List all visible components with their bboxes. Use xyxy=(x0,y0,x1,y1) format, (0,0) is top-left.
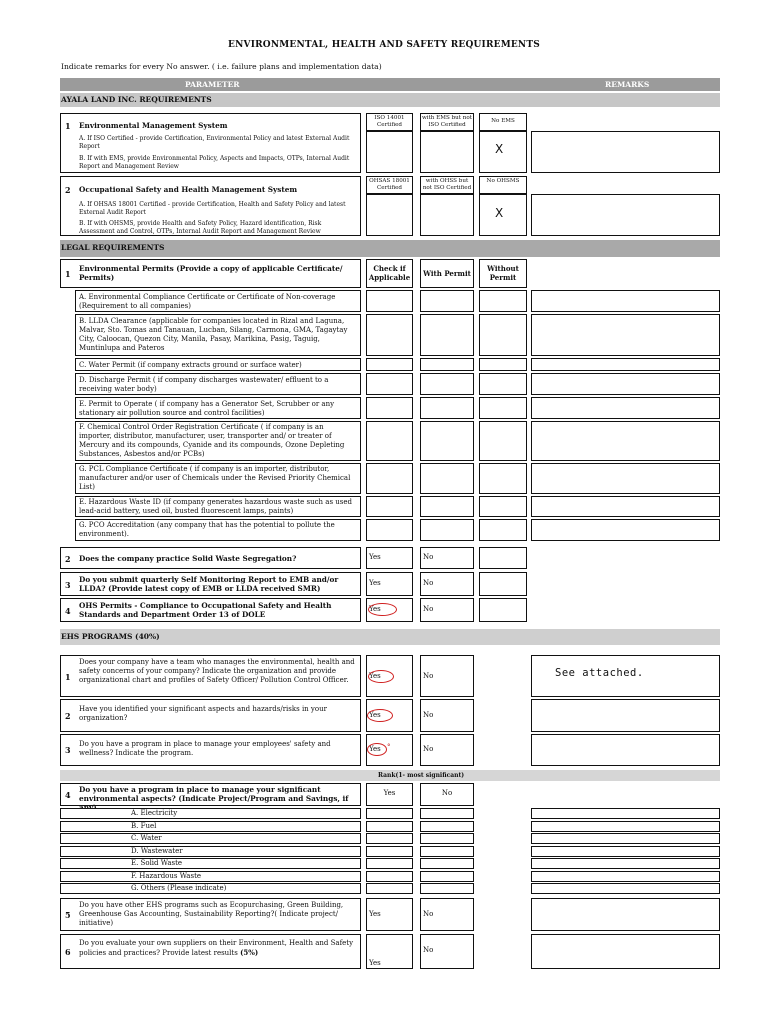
ehs-q1-yes[interactable] xyxy=(366,655,413,697)
permits-number: 1 xyxy=(65,269,71,279)
permit-remarks-cell[interactable] xyxy=(531,496,720,517)
permit-with-cell[interactable] xyxy=(420,496,474,517)
permit-remarks-cell[interactable] xyxy=(531,373,720,395)
permit-applicable-cell[interactable] xyxy=(366,314,413,356)
ems-parameter-cell xyxy=(60,113,361,173)
table-header xyxy=(60,78,720,91)
permit-with-cell[interactable] xyxy=(420,397,474,419)
legal-q4-yes[interactable] xyxy=(366,598,413,622)
aspect-label: D. Wastewater xyxy=(131,847,183,855)
permit-applicable-cell[interactable] xyxy=(366,373,413,395)
legal-section-bar xyxy=(60,240,720,257)
ems-label: Environmental Management System xyxy=(79,121,228,130)
yes-label: Yes xyxy=(369,579,381,587)
permit-remarks-cell[interactable] xyxy=(531,463,720,494)
ems-col2-answer[interactable] xyxy=(420,131,474,173)
permit-with-cell[interactable] xyxy=(420,519,474,541)
legal-q4-extra[interactable] xyxy=(479,598,527,622)
permit-without-cell[interactable] xyxy=(479,463,527,494)
ayala-section-bar xyxy=(60,93,720,107)
ohs-col3-answer[interactable] xyxy=(479,194,527,236)
ehs-q4-yes-header xyxy=(366,783,413,806)
ohs-remarks[interactable] xyxy=(531,194,720,236)
permit-with-cell[interactable] xyxy=(420,463,474,494)
aspect-no-cell[interactable] xyxy=(420,858,474,869)
ems-remarks[interactable] xyxy=(531,131,720,173)
ohs-col1-header: OHSAS 18001 Certified xyxy=(366,176,413,194)
aspect-yes-cell[interactable] xyxy=(366,833,413,844)
aspect-label: G. Others (Please indicate) xyxy=(131,884,227,892)
ehs-q2-remarks[interactable] xyxy=(531,699,720,732)
aspect-row xyxy=(60,808,361,819)
permit-applicable-cell[interactable] xyxy=(366,463,413,494)
aspect-no-cell[interactable] xyxy=(420,808,474,819)
ems-option-a: A. If ISO Certified - provide Certification, Environmental Policy and latest External Audit Report xyxy=(79,135,350,150)
legal-q2-yes[interactable] xyxy=(366,547,413,569)
permits-col3-header: Without Permit xyxy=(479,259,527,288)
ehs-q5-label: Do you have other EHS programs such as Ecopurchasing, Green Building, Greenhouse Gas Accounting, Sustainability Reporting?( Indicate project/ initiative) xyxy=(79,901,344,927)
ehs-q1-remarks[interactable] xyxy=(531,655,720,697)
permit-remarks-cell[interactable] xyxy=(531,519,720,541)
ehs-q6-number: 6 xyxy=(65,947,71,957)
ehs-q4-label: Do you have a program in place to manage your significant environmental aspects? (Indicate Project/Program and Savings, if xyxy=(79,785,349,803)
ehs-q6-yes[interactable] xyxy=(366,934,413,969)
ehs-q4-number: 4 xyxy=(65,790,71,800)
selected-circle-mark xyxy=(367,743,387,756)
ehs-q1-cell xyxy=(60,655,361,697)
permit-remarks-cell[interactable] xyxy=(531,314,720,356)
ems-col3-header: No EMS xyxy=(479,113,527,131)
aspect-remarks-cell[interactable] xyxy=(531,871,720,882)
no-label: No xyxy=(423,910,434,918)
legal-q2-label: Does the company practice Solid Waste Segregation? xyxy=(79,554,297,563)
permit-without-cell[interactable] xyxy=(479,358,527,371)
permit-item: G. PCL Compliance Certificate ( if company is an importer, distributor, manufacturer and/or user of Chemicals under the Revised Priority Chemical List) xyxy=(75,463,361,494)
aspect-no-cell[interactable] xyxy=(420,833,474,844)
aspect-row xyxy=(60,871,361,882)
permit-without-cell[interactable] xyxy=(479,290,527,312)
permit-item: E. Permit to Operate ( if company has a Generator Set, Scrubber or any stationary air pollution source and control facilities) xyxy=(75,397,361,419)
ehs-q6-weight: (5%) xyxy=(240,948,259,957)
aspect-yes-cell[interactable] xyxy=(366,821,413,832)
yes-label: Yes xyxy=(369,672,381,680)
ehs-q5-remarks[interactable] xyxy=(531,898,720,931)
ehs-q3-number: 3 xyxy=(65,745,71,755)
ehs-q1-number: 1 xyxy=(65,672,71,682)
ehs-q3-cell xyxy=(60,734,361,766)
ohs-col2-header: with OHSS but not ISO Certified xyxy=(420,176,474,194)
ehs-q5-cell xyxy=(60,898,361,931)
aspect-row xyxy=(60,858,361,869)
ems-col3-answer[interactable] xyxy=(479,131,527,173)
rank-label: Rank(1- most significant) xyxy=(378,772,465,779)
legal-q2-cell xyxy=(60,547,361,569)
yes-label: Yes xyxy=(369,711,381,719)
aspect-remarks-cell[interactable] xyxy=(531,833,720,844)
legal-q4-label: OHS Permits - Compliance to Occupational Safety and Health Standards and Department Order 13 of DOLE xyxy=(79,601,332,619)
legal-q2-number: 2 xyxy=(65,554,71,564)
permit-without-cell[interactable] xyxy=(479,496,527,517)
permit-remarks-cell[interactable] xyxy=(531,290,720,312)
handwritten-mark: ° xyxy=(387,743,391,751)
aspect-remarks-cell[interactable] xyxy=(531,883,720,894)
yes-label: Yes xyxy=(369,553,381,561)
yes-label: Yes xyxy=(369,910,381,918)
permits-parameter-cell xyxy=(60,259,361,288)
permit-with-cell[interactable] xyxy=(420,373,474,395)
permit-without-cell[interactable] xyxy=(479,421,527,461)
ehs-q4-no-header xyxy=(420,783,474,806)
no-label: No xyxy=(441,789,453,797)
permit-item: D. Discharge Permit ( if company discharges wastewater/ effluent to a receiving water body) xyxy=(75,373,361,395)
permit-applicable-cell[interactable] xyxy=(366,358,413,371)
ohs-parameter-cell xyxy=(60,176,361,236)
permit-item: C. Water Permit (if company extracts ground or surface water) xyxy=(75,358,361,371)
no-label: No xyxy=(423,605,434,613)
ehs-q1-no[interactable] xyxy=(420,655,474,697)
selected-circle-mark xyxy=(368,603,397,616)
permit-item: G. PCO Accreditation (any company that has the potential to pollute the environment). xyxy=(75,519,361,541)
permit-applicable-cell[interactable] xyxy=(366,290,413,312)
aspect-yes-cell[interactable] xyxy=(366,846,413,857)
legal-q3-extra[interactable] xyxy=(479,572,527,596)
ehs-q4-cell xyxy=(60,783,361,806)
ems-col2-header: with EMS but not ISO Certified xyxy=(420,113,474,131)
legal-q4-no[interactable] xyxy=(420,598,474,622)
ehs-q2-cell xyxy=(60,699,361,732)
aspect-row xyxy=(60,833,361,844)
aspect-row xyxy=(60,883,361,894)
instruction-note: Indicate remarks for every No answer. ( i.e. failure plans and implementation data) xyxy=(61,62,382,71)
ems-col1-answer[interactable] xyxy=(366,131,413,173)
ohs-option-b: B. If with OHSMS, provide Health and Safety Policy, Hazard identification, Risk Assessment and Control, OTPs, Internal Audit Report and Management Review xyxy=(79,220,322,235)
ohs-x-mark: X xyxy=(495,206,504,220)
ayala-section-title: AYALA LAND INC. REQUIREMENTS xyxy=(61,95,212,104)
permit-applicable-cell[interactable] xyxy=(366,519,413,541)
legal-q2-extra[interactable] xyxy=(479,547,527,569)
legal-q3-no[interactable] xyxy=(420,572,474,596)
permit-item: F. Chemical Control Order Registration Certificate ( if company is an importer, distributor, manufacturer, user, transporter and/ or treater of Mercury and its compounds, Cyanide and its compounds, Ozone Depleting Substances, Asbestos and/or PCBs) xyxy=(75,421,361,461)
ehs-q6-no[interactable] xyxy=(420,934,474,969)
aspect-label: F. Hazardous Waste xyxy=(131,872,202,880)
permit-remarks-cell[interactable] xyxy=(531,397,720,419)
remarks-header: REMARKS xyxy=(605,80,650,89)
ems-x-mark: X xyxy=(495,142,504,156)
permit-with-cell[interactable] xyxy=(420,314,474,356)
legal-q4-cell xyxy=(60,598,361,622)
ohs-col2-answer[interactable] xyxy=(420,194,474,236)
aspect-label: C. Water xyxy=(131,834,162,842)
legal-section-title: LEGAL REQUIREMENTS xyxy=(61,243,165,252)
permit-with-cell[interactable] xyxy=(420,358,474,371)
legal-q3-number: 3 xyxy=(65,580,71,590)
remark-text: See attached. xyxy=(555,667,644,679)
legal-q2-no[interactable] xyxy=(420,547,474,569)
permit-applicable-cell[interactable] xyxy=(366,421,413,461)
page-title: ENVIRONMENTAL, HEALTH AND SAFETY REQUIREMENTS xyxy=(228,40,540,50)
permit-without-cell[interactable] xyxy=(479,373,527,395)
ehs-q2-no[interactable] xyxy=(420,699,474,732)
ohs-option-a: A. If OHSAS 18001 Certified - provide Certification, Health and Safety Policy and latest External Audit Report xyxy=(79,201,346,216)
aspect-row xyxy=(60,846,361,857)
ems-number: 1 xyxy=(65,121,71,131)
permits-col1-header: Check if Applicable xyxy=(366,259,413,288)
aspect-remarks-cell[interactable] xyxy=(531,858,720,869)
aspect-no-cell[interactable] xyxy=(420,883,474,894)
parameter-header: PARAMETER xyxy=(185,80,240,89)
permit-without-cell[interactable] xyxy=(479,314,527,356)
permits-label: Environmental Permits (Provide a copy of applicable Certificate/ Permits) xyxy=(79,264,343,282)
ehs-q3-remarks[interactable] xyxy=(531,734,720,766)
yes-label: Yes xyxy=(383,789,396,797)
legal-q3-yes[interactable] xyxy=(366,572,413,596)
ehs-q3-no[interactable] xyxy=(420,734,474,766)
permit-without-cell[interactable] xyxy=(479,397,527,419)
no-label: No xyxy=(423,745,434,753)
ehs-q6-cell xyxy=(60,934,361,969)
ohs-col1-answer[interactable] xyxy=(366,194,413,236)
yes-label: Yes xyxy=(369,745,381,753)
aspect-yes-cell[interactable] xyxy=(366,808,413,819)
yes-label: Yes xyxy=(369,959,381,967)
legal-q3-cell xyxy=(60,572,361,596)
permit-item: B. LLDA Clearance (applicable for companies located in Rizal and Laguna, Malvar, Sto. Tomas and Tanauan, Lucban, Silang, Carmona, GMA, Tagaytay City, Caloocan, Quezon City, Manila, Pasay, Marikina, Pasig, Taguig, Muntinlupa and Pateros xyxy=(75,314,361,356)
permits-col2-header: With Permit xyxy=(420,259,474,288)
permit-applicable-cell[interactable] xyxy=(366,496,413,517)
ems-col1-header: ISO 14001 Certified xyxy=(366,113,413,131)
no-label: No xyxy=(423,711,434,719)
permit-remarks-cell[interactable] xyxy=(531,421,720,461)
aspect-yes-cell[interactable] xyxy=(366,858,413,869)
aspect-label: B. Fuel xyxy=(131,822,157,830)
selected-circle-mark xyxy=(368,670,394,683)
no-label: No xyxy=(423,672,434,680)
ehs-q1-label: Does your company have a team who manages the environmental, health and safety concerns of your company? Indicate the organization and provide organizational chart and profiles of Safety Officer/ Pollution Control Officer. xyxy=(79,658,355,684)
ehs-q6-label xyxy=(79,939,357,958)
aspect-yes-cell[interactable] xyxy=(366,883,413,894)
aspect-label: A. Electricity xyxy=(131,809,178,817)
ehs-q6-remarks[interactable] xyxy=(531,934,720,969)
ehs-section-title: EHS PROGRAMS (40%) xyxy=(61,632,160,641)
ehs-q5-no[interactable] xyxy=(420,898,474,931)
ehs-q3-label: Do you have a program in place to manage your employees' safety and wellness? Indicate the program. xyxy=(79,740,331,757)
ehs-q2-yes[interactable] xyxy=(366,699,413,732)
aspect-remarks-cell[interactable] xyxy=(531,808,720,819)
legal-q3-label: Do you submit quarterly Self Monitoring Report to EMB and/or LLDA? (Provide latest copy of EMB or LLDA received SMR) xyxy=(79,575,339,593)
no-label: No xyxy=(423,946,434,954)
aspect-row xyxy=(60,821,361,832)
ehs-section-bar xyxy=(60,629,720,645)
aspect-remarks-cell[interactable] xyxy=(531,846,720,857)
ehs-q3-yes[interactable] xyxy=(366,734,413,766)
ohs-label: Occupational Safety and Health Management System xyxy=(79,185,298,194)
yes-label: Yes xyxy=(369,605,381,613)
ehs-q5-number: 5 xyxy=(65,910,71,920)
ehs-q2-number: 2 xyxy=(65,711,71,721)
selected-circle-mark xyxy=(367,709,393,722)
permit-with-cell[interactable] xyxy=(420,421,474,461)
permit-with-cell[interactable] xyxy=(420,290,474,312)
legal-q4-number: 4 xyxy=(65,606,71,616)
permit-item: E. Hazardous Waste ID (if company generates hazardous waste such as used lead-acid battery, used oil, busted fluorescent lamps, paints) xyxy=(75,496,361,517)
aspect-yes-cell[interactable] xyxy=(366,871,413,882)
ohs-col3-header: No OHSMS xyxy=(479,176,527,194)
ehs-q2-label: Have you identified your significant aspects and hazards/risks in your organization? xyxy=(79,705,327,722)
aspect-remarks-cell[interactable] xyxy=(531,821,720,832)
permit-item: A. Environmental Compliance Certificate or Certificate of Non-coverage (Requirement to all companies) xyxy=(75,290,361,312)
ohs-number: 2 xyxy=(65,185,71,195)
no-label: No xyxy=(423,553,434,561)
permit-remarks-cell[interactable] xyxy=(531,358,720,371)
aspect-no-cell[interactable] xyxy=(420,871,474,882)
ehs-q5-yes[interactable] xyxy=(366,898,413,931)
aspect-label: E. Solid Waste xyxy=(131,859,183,867)
permit-applicable-cell[interactable] xyxy=(366,397,413,419)
aspect-no-cell[interactable] xyxy=(420,821,474,832)
aspect-no-cell[interactable] xyxy=(420,846,474,857)
no-label: No xyxy=(423,579,434,587)
rank-bar xyxy=(60,770,720,781)
ehs-q6-label-text: Do you evaluate your own suppliers on their Environment, Health and Safety policies and practices? Provide latest results xyxy=(79,939,354,957)
permit-without-cell[interactable] xyxy=(479,519,527,541)
ems-option-b: B. If with EMS, provide Environmental Policy, Aspects and Impacts, OTPs, Internal Audit Report and Management Review xyxy=(79,155,350,170)
